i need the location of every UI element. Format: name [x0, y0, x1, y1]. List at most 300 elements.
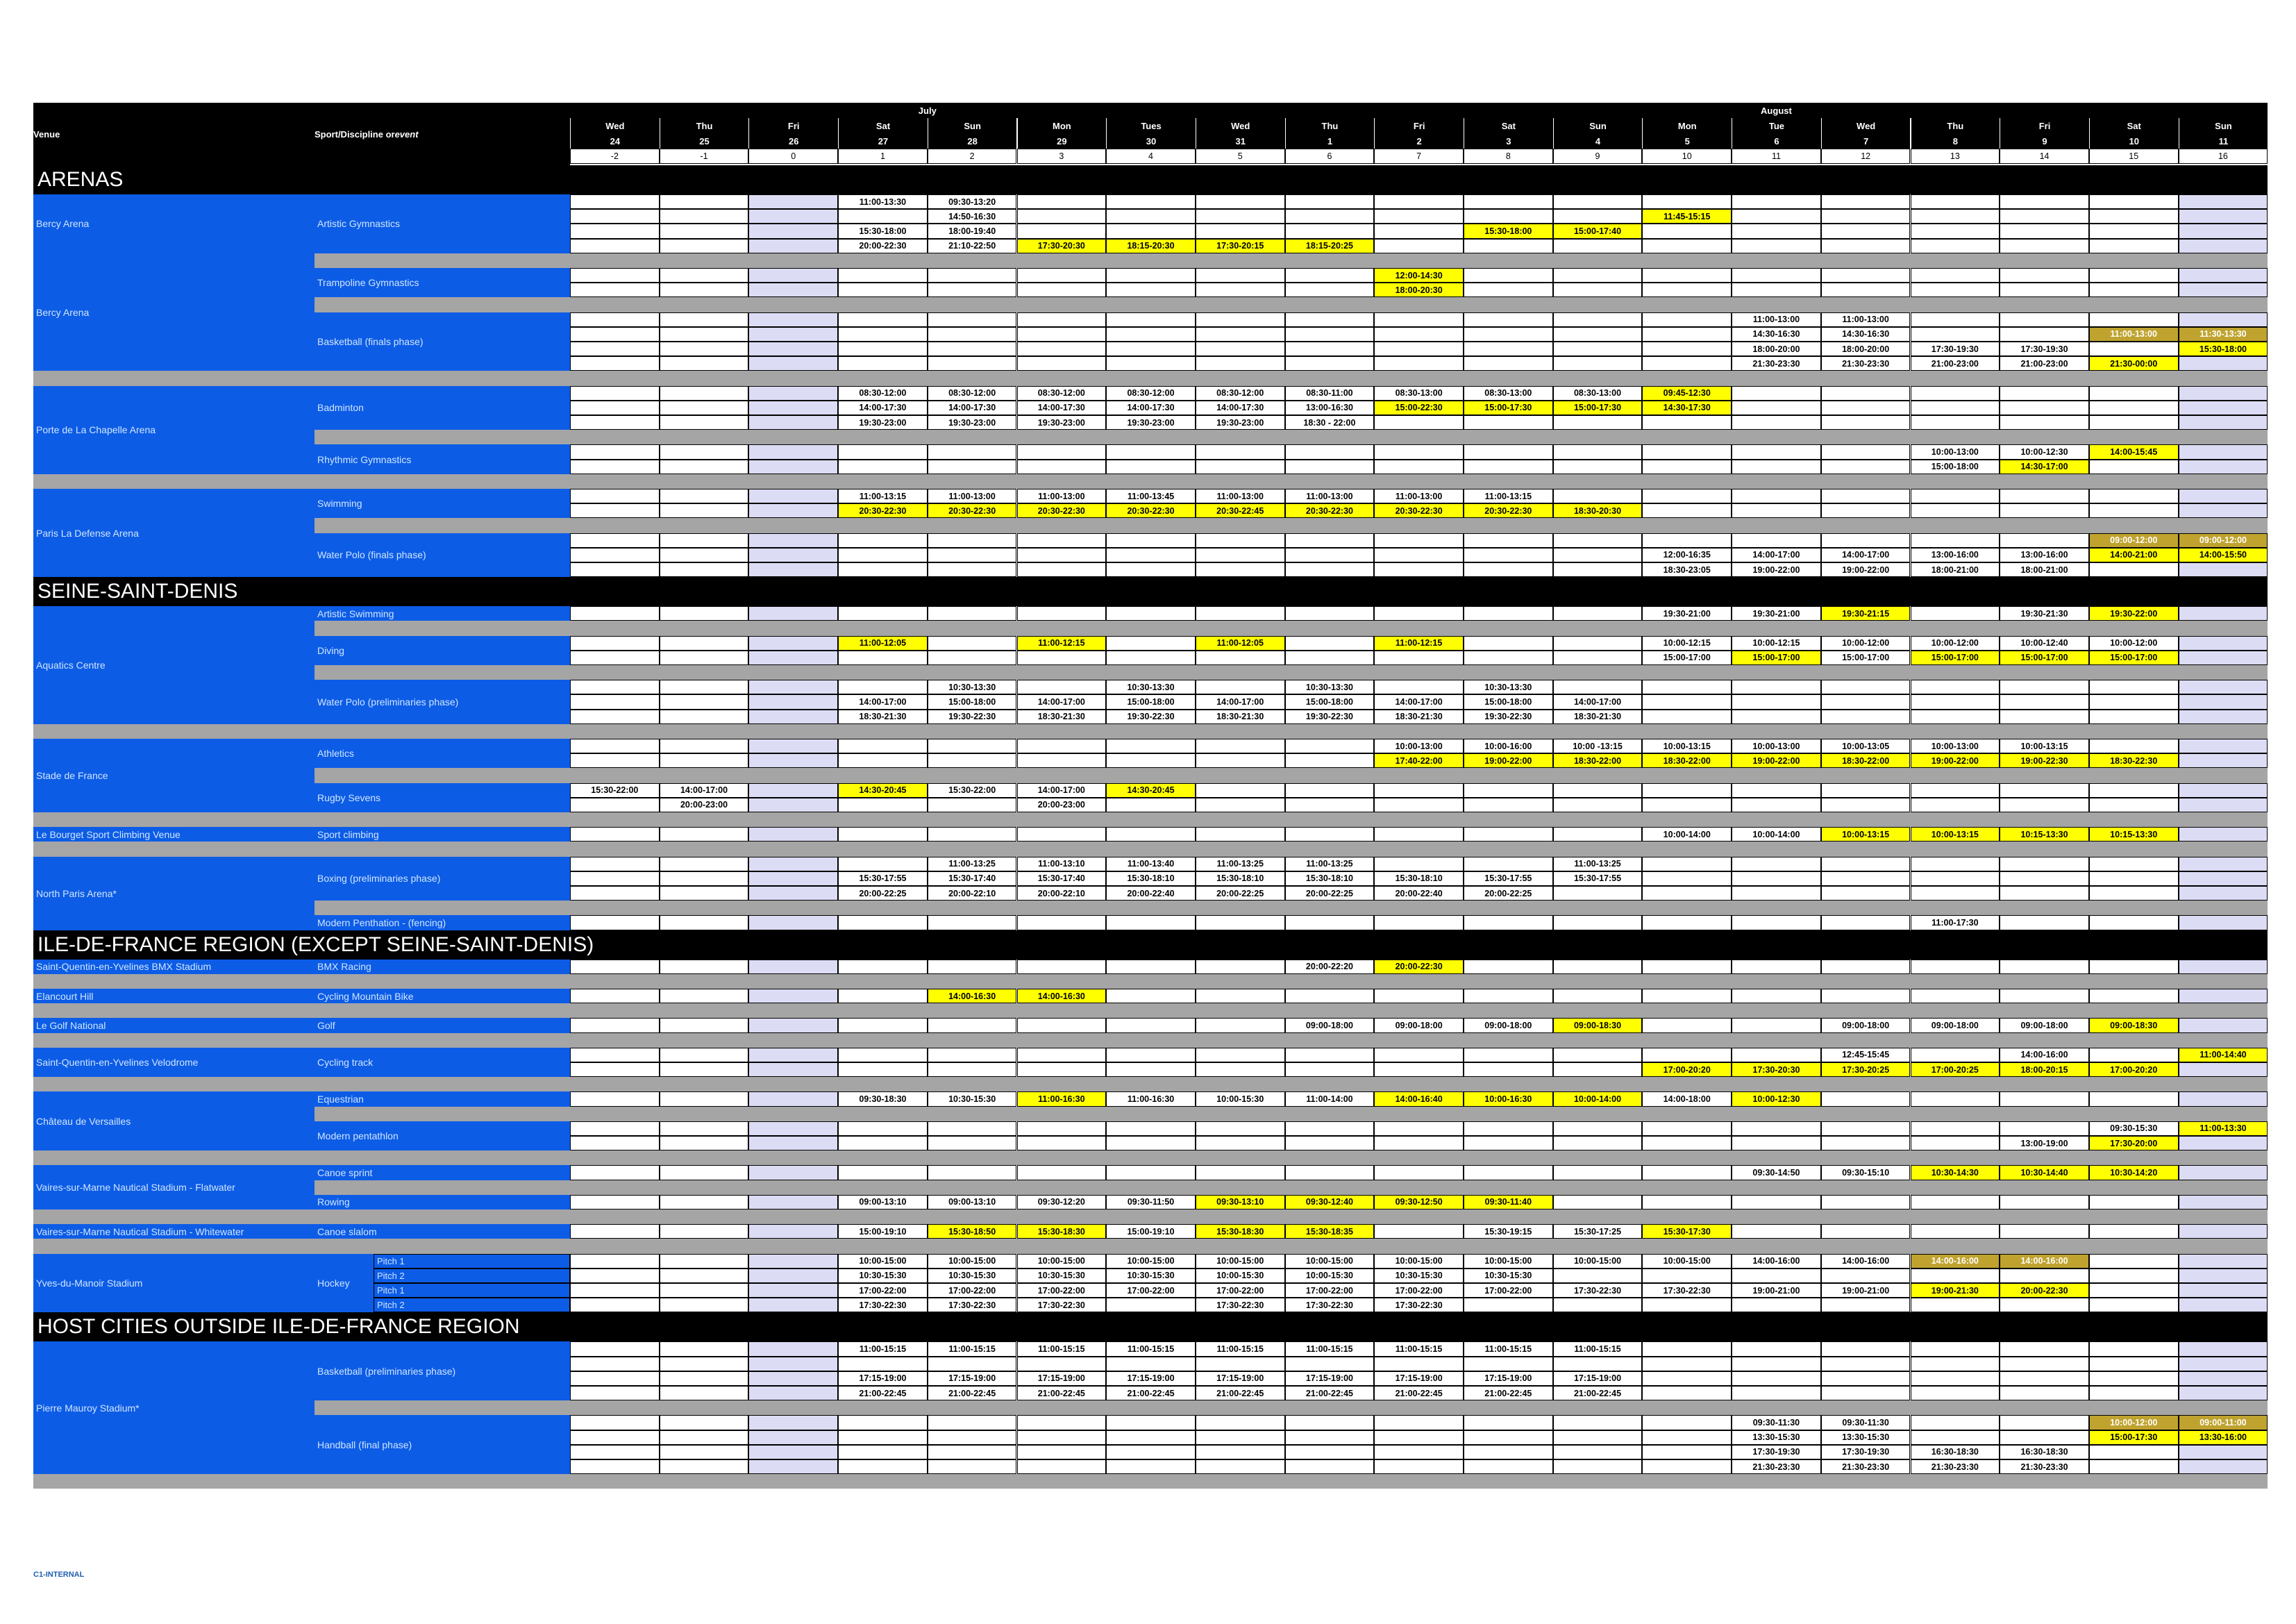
session-cell: 15:00-18:00: [1285, 694, 1375, 709]
session-cell: [2179, 444, 2268, 459]
session-cell: [1553, 1357, 1643, 1371]
day-of-week: Tue: [1732, 118, 1821, 133]
day-date: 26: [748, 133, 838, 149]
section-header: ILE-DE-FRANCE REGION (EXCEPT SEINE-SAINT-DENIS): [33, 930, 2268, 960]
session-cell: 10:15-13:30: [2089, 827, 2179, 842]
day-of-week: Mon: [1642, 118, 1732, 133]
session-cell: 15:30-18:10: [1285, 871, 1375, 886]
separator-row: [33, 1033, 2268, 1048]
session-cell: [1374, 1048, 1464, 1062]
sport-name: Cycling track: [315, 1048, 570, 1077]
session-cell: 10:30-15:30: [1374, 1269, 1464, 1283]
day-number: 3: [1017, 149, 1107, 164]
session-cell: [660, 533, 749, 548]
session-cell: [2179, 415, 2268, 430]
month-header: July: [570, 103, 1285, 118]
session-cell: [1196, 680, 1285, 694]
session-cell: [2089, 1283, 2179, 1298]
session-cell: [570, 1269, 660, 1283]
session-cell: [1464, 783, 1553, 798]
session-cell: [1732, 1121, 1821, 1136]
session-cell: [928, 1062, 1017, 1077]
session-cell: 10:30-15:30: [928, 1269, 1017, 1283]
session-cell: [2089, 1254, 2179, 1269]
session-cell: [1911, 415, 2000, 430]
session-cell: [660, 1062, 749, 1077]
session-cell: [1285, 827, 1375, 842]
session-cell: [660, 1357, 749, 1371]
session-cell: [2179, 606, 2268, 621]
session-cell: [2179, 739, 2268, 753]
session-cell: [660, 1018, 749, 1032]
session-cell: 15:30-18:50: [928, 1224, 1017, 1239]
session-cell: [1285, 533, 1375, 548]
session-cell: [1196, 989, 1285, 1003]
session-cell: [660, 739, 749, 753]
session-cell: [748, 503, 838, 518]
session-cell: 13:00-16:00: [2000, 548, 2089, 562]
session-cell: [660, 1445, 749, 1459]
session-cell: [1106, 562, 1196, 577]
session-cell: [1821, 783, 1911, 798]
session-cell: [2089, 1445, 2179, 1459]
day-number: -1: [660, 149, 749, 164]
session-cell: [1911, 327, 2000, 342]
session-cell: [570, 342, 660, 356]
session-cell: 20:30-22:30: [1285, 503, 1375, 518]
session-cell: 10:00-16:30: [1464, 1091, 1553, 1106]
session-cell: [1285, 460, 1375, 474]
session-cell: [838, 798, 928, 812]
session-cell: 19:30-22:30: [1106, 710, 1196, 724]
session-cell: [1374, 1121, 1464, 1136]
month-header: August: [1285, 103, 2268, 118]
session-cell: [1553, 312, 1643, 327]
session-cell: [2089, 680, 2179, 694]
session-cell: [1464, 548, 1553, 562]
session-cell: 14:50-16:30: [928, 209, 1017, 224]
session-cell: 10:00-15:00: [1374, 1254, 1464, 1269]
session-cell: [838, 533, 928, 548]
session-cell: [838, 460, 928, 474]
session-cell: [1642, 415, 1732, 430]
session-cell: [1464, 1298, 1553, 1312]
session-cell: [2000, 1371, 2089, 1386]
session-cell: [1285, 1459, 1375, 1474]
session-cell: 09:00-13:10: [838, 1195, 928, 1209]
session-cell: [2000, 710, 2089, 724]
session-cell: [1374, 356, 1464, 371]
venue-name: Le Bourget Sport Climbing Venue: [33, 827, 315, 842]
session-cell: 08:30-13:00: [1464, 386, 1553, 401]
session-cell: 15:00-17:00: [2000, 651, 2089, 665]
session-cell: 10:00-15:00: [1196, 1254, 1285, 1269]
session-cell: [748, 1254, 838, 1269]
session-cell: [928, 636, 1017, 651]
session-cell: [1374, 915, 1464, 930]
session-cell: [1732, 239, 1821, 253]
session-cell: [1821, 857, 1911, 871]
session-cell: 20:00-22:30: [2000, 1283, 2089, 1298]
session-cell: [838, 1062, 928, 1077]
session-cell: [2179, 386, 2268, 401]
session-cell: [928, 342, 1017, 356]
session-cell: [1017, 1459, 1107, 1474]
sport-name: Water Polo (finals phase): [315, 533, 570, 578]
session-cell: [1106, 1445, 1196, 1459]
session-cell: [570, 239, 660, 253]
session-cell: 14:00-21:00: [2089, 548, 2179, 562]
session-cell: 17:30-20:30: [1732, 1062, 1821, 1077]
session-cell: 11:00-13:00: [1017, 489, 1107, 503]
session-cell: 10:00-15:00: [1017, 1254, 1107, 1269]
session-cell: 10:15-13:30: [2000, 827, 2089, 842]
session-cell: [1106, 548, 1196, 562]
session-cell: [1106, 1357, 1196, 1371]
session-cell: [838, 283, 928, 297]
session-cell: 19:30-22:30: [1285, 710, 1375, 724]
session-cell: [1017, 680, 1107, 694]
session-cell: [1464, 312, 1553, 327]
session-cell: [660, 694, 749, 709]
day-number: 11: [1732, 149, 1821, 164]
session-cell: [1374, 651, 1464, 665]
day-of-week: Sat: [2089, 118, 2179, 133]
session-cell: 11:30-13:30: [2179, 327, 2268, 342]
session-cell: [1017, 548, 1107, 562]
session-cell: [1464, 989, 1553, 1003]
session-cell: 15:00-17:00: [1642, 651, 1732, 665]
sport-name: Canoe sprint: [315, 1165, 570, 1180]
session-cell: [2179, 651, 2268, 665]
session-cell: 09:00-18:00: [1374, 1018, 1464, 1032]
session-cell: [660, 1048, 749, 1062]
session-cell: 15:00-19:10: [838, 1224, 928, 1239]
session-cell: 09:30-15:10: [1821, 1165, 1911, 1180]
session-cell: [838, 548, 928, 562]
session-cell: [1374, 533, 1464, 548]
session-cell: [1196, 209, 1285, 224]
session-cell: 17:30-19:30: [1821, 1445, 1911, 1459]
session-cell: [1553, 886, 1643, 901]
session-cell: [748, 857, 838, 871]
session-cell: [2000, 194, 2089, 209]
session-cell: [1106, 444, 1196, 459]
session-cell: [1196, 606, 1285, 621]
session-cell: [570, 1018, 660, 1032]
session-cell: 09:00-18:30: [2089, 1018, 2179, 1032]
session-cell: 17:15-19:00: [1106, 1371, 1196, 1386]
session-cell: [1017, 562, 1107, 577]
session-cell: [928, 1018, 1017, 1032]
session-cell: 09:00-12:00: [2089, 533, 2179, 548]
session-cell: [1732, 680, 1821, 694]
session-cell: [1821, 886, 1911, 901]
session-cell: [1196, 533, 1285, 548]
session-cell: [838, 356, 928, 371]
session-cell: 11:00-14:40: [2179, 1048, 2268, 1062]
session-cell: [2089, 710, 2179, 724]
session-cell: [1821, 503, 1911, 518]
sport-name: BMX Racing: [315, 960, 570, 974]
session-cell: 15:00-18:00: [1106, 694, 1196, 709]
session-cell: 14:30-17:00: [2000, 460, 2089, 474]
session-cell: 10:00-15:30: [1196, 1091, 1285, 1106]
session-cell: [2179, 239, 2268, 253]
separator-row: [315, 768, 2268, 782]
session-cell: [660, 342, 749, 356]
sport-name: Basketball (finals phase): [315, 312, 570, 371]
session-cell: [1911, 680, 2000, 694]
day-number: 16: [2179, 149, 2268, 164]
session-cell: [1911, 386, 2000, 401]
session-cell: [660, 1341, 749, 1356]
session-cell: [1821, 239, 1911, 253]
sport-name: Artistic Swimming: [315, 606, 570, 621]
session-cell: [570, 1415, 660, 1430]
session-cell: [2179, 753, 2268, 768]
session-cell: [2000, 268, 2089, 283]
session-cell: [1374, 224, 1464, 238]
session-cell: [570, 960, 660, 974]
session-cell: [660, 606, 749, 621]
session-cell: 14:00-17:30: [928, 401, 1017, 415]
session-cell: [748, 783, 838, 798]
session-cell: [660, 857, 749, 871]
session-cell: [2000, 1357, 2089, 1371]
pitch-label: Pitch 1: [374, 1283, 570, 1298]
day-date: 30: [1106, 133, 1196, 149]
session-cell: [1017, 327, 1107, 342]
session-cell: [570, 268, 660, 283]
day-date: 25: [660, 133, 749, 149]
session-cell: 14:00-15:50: [2179, 548, 2268, 562]
session-cell: [748, 694, 838, 709]
session-cell: [1374, 1445, 1464, 1459]
session-cell: 17:15-19:00: [838, 1371, 928, 1386]
session-cell: [838, 606, 928, 621]
session-cell: 17:15-19:00: [1464, 1371, 1553, 1386]
session-cell: [1732, 1048, 1821, 1062]
session-cell: [1106, 356, 1196, 371]
session-cell: [1106, 798, 1196, 812]
session-cell: [1106, 342, 1196, 356]
session-cell: [2089, 239, 2179, 253]
session-cell: [1374, 548, 1464, 562]
session-cell: 11:00-15:15: [838, 1341, 928, 1356]
session-cell: 11:00-13:25: [1196, 857, 1285, 871]
day-date: 9: [2000, 133, 2089, 149]
session-cell: [1911, 312, 2000, 327]
session-cell: [1285, 1430, 1375, 1445]
session-cell: [1821, 401, 1911, 415]
session-cell: 18:30 - 22:00: [1285, 415, 1375, 430]
session-cell: [748, 460, 838, 474]
session-cell: 14:30-17:30: [1642, 401, 1732, 415]
session-cell: [838, 1459, 928, 1474]
session-cell: [1106, 1136, 1196, 1150]
session-cell: 11:00-12:05: [838, 636, 928, 651]
session-cell: 12:45-15:45: [1821, 1048, 1911, 1062]
day-of-week: Fri: [748, 118, 838, 133]
session-cell: [570, 680, 660, 694]
session-cell: [1732, 1341, 1821, 1356]
session-cell: [1374, 798, 1464, 812]
session-cell: [1732, 871, 1821, 886]
session-cell: [660, 1459, 749, 1474]
session-cell: [748, 268, 838, 283]
session-cell: 17:00-20:20: [1642, 1062, 1732, 1077]
session-cell: 08:30-13:00: [1553, 386, 1643, 401]
session-cell: [1106, 1459, 1196, 1474]
session-cell: 14:00-17:00: [1017, 694, 1107, 709]
session-cell: 14:00-17:00: [838, 694, 928, 709]
session-cell: [1017, 312, 1107, 327]
day-number: 5: [1196, 149, 1285, 164]
session-cell: [838, 562, 928, 577]
session-cell: [1553, 342, 1643, 356]
session-cell: [1285, 312, 1375, 327]
session-cell: [2089, 386, 2179, 401]
session-cell: 15:30-17:25: [1553, 1224, 1643, 1239]
session-cell: [1464, 356, 1553, 371]
session-cell: [1285, 194, 1375, 209]
session-cell: [1642, 1165, 1732, 1180]
session-cell: [1553, 489, 1643, 503]
day-date: 11: [2179, 133, 2268, 149]
day-number: 14: [2000, 149, 2089, 164]
session-cell: [748, 636, 838, 651]
session-cell: [1642, 533, 1732, 548]
session-cell: [1911, 1121, 2000, 1136]
session-cell: [1464, 533, 1553, 548]
session-cell: [570, 444, 660, 459]
session-cell: [748, 753, 838, 768]
session-cell: 10:00-12:30: [1732, 1091, 1821, 1106]
session-cell: 13:00-16:00: [1911, 548, 2000, 562]
session-cell: [2179, 268, 2268, 283]
sport-name: Handball (final phase): [315, 1415, 570, 1474]
session-cell: [748, 1459, 838, 1474]
session-cell: [1642, 857, 1732, 871]
session-cell: [660, 680, 749, 694]
session-cell: [1285, 1165, 1375, 1180]
separator-row: [315, 253, 2268, 268]
session-cell: 19:30-23:00: [1106, 415, 1196, 430]
session-cell: 11:00-13:00: [1196, 489, 1285, 503]
session-cell: [928, 798, 1017, 812]
day-number: 2: [928, 149, 1017, 164]
session-cell: [2089, 489, 2179, 503]
session-cell: 11:00-15:15: [1196, 1341, 1285, 1356]
session-cell: [1464, 1062, 1553, 1077]
day-date: 31: [1196, 133, 1285, 149]
session-cell: 14:30-20:45: [1106, 783, 1196, 798]
session-cell: [1196, 1165, 1285, 1180]
session-cell: [660, 1254, 749, 1269]
session-cell: 19:30-22:00: [2089, 606, 2179, 621]
session-cell: [1642, 798, 1732, 812]
session-cell: [2000, 1386, 2089, 1400]
session-cell: [1285, 444, 1375, 459]
separator-row: [33, 474, 2268, 489]
session-cell: 17:00-20:25: [1911, 1062, 2000, 1077]
session-cell: 09:00-18:00: [1911, 1018, 2000, 1032]
session-cell: [1732, 1386, 1821, 1400]
session-cell: 20:30-22:30: [1017, 503, 1107, 518]
session-cell: [1642, 989, 1732, 1003]
session-cell: [1106, 1165, 1196, 1180]
session-cell: [1732, 1195, 1821, 1209]
session-cell: [1196, 268, 1285, 283]
session-cell: [928, 533, 1017, 548]
session-cell: [2089, 1371, 2179, 1386]
session-cell: [1732, 989, 1821, 1003]
session-cell: [1911, 857, 2000, 871]
session-cell: [1374, 312, 1464, 327]
session-cell: 21:10-22:50: [928, 239, 1017, 253]
day-date: 10: [2089, 133, 2179, 149]
session-cell: [2089, 739, 2179, 753]
session-cell: [2179, 1224, 2268, 1239]
session-cell: [1821, 680, 1911, 694]
session-cell: [2089, 960, 2179, 974]
session-cell: [2179, 1341, 2268, 1356]
day-date: 24: [570, 133, 660, 149]
session-cell: [660, 239, 749, 253]
separator-row: [33, 1209, 2268, 1224]
session-cell: [1464, 1136, 1553, 1150]
session-cell: [748, 194, 838, 209]
session-cell: [1911, 503, 2000, 518]
venue-name: North Paris Arena*: [33, 857, 315, 930]
session-cell: [660, 460, 749, 474]
session-cell: [1017, 1445, 1107, 1459]
session-cell: [1464, 1445, 1553, 1459]
session-cell: [1553, 1415, 1643, 1430]
session-cell: [2179, 209, 2268, 224]
day-number: -2: [570, 149, 660, 164]
day-date: 29: [1017, 133, 1107, 149]
session-cell: [1374, 857, 1464, 871]
day-number: 4: [1106, 149, 1196, 164]
session-cell: [1911, 1357, 2000, 1371]
session-cell: 17:30-20:30: [1017, 239, 1107, 253]
session-cell: [1464, 268, 1553, 283]
session-cell: 11:00-12:15: [1017, 636, 1107, 651]
session-cell: 17:00-22:00: [1196, 1283, 1285, 1298]
session-cell: 17:00-22:00: [1464, 1283, 1553, 1298]
separator-row: [33, 1150, 2268, 1165]
venue-name: Yves-du-Manoir Stadium: [33, 1254, 315, 1313]
session-cell: [1106, 1121, 1196, 1136]
session-cell: 10:00-12:00: [2089, 1415, 2179, 1430]
session-cell: [660, 636, 749, 651]
session-cell: [570, 1283, 660, 1298]
session-cell: 10:00-13:00: [1911, 739, 2000, 753]
session-cell: [2089, 283, 2179, 297]
session-cell: [1911, 194, 2000, 209]
session-cell: [928, 1136, 1017, 1150]
session-cell: [838, 680, 928, 694]
session-cell: [1911, 533, 2000, 548]
session-cell: [1732, 1224, 1821, 1239]
session-cell: [1642, 1195, 1732, 1209]
sport-name: Modern Penthation - (fencing): [315, 915, 570, 930]
session-cell: [2089, 1224, 2179, 1239]
session-cell: [1642, 1298, 1732, 1312]
session-cell: [2000, 960, 2089, 974]
